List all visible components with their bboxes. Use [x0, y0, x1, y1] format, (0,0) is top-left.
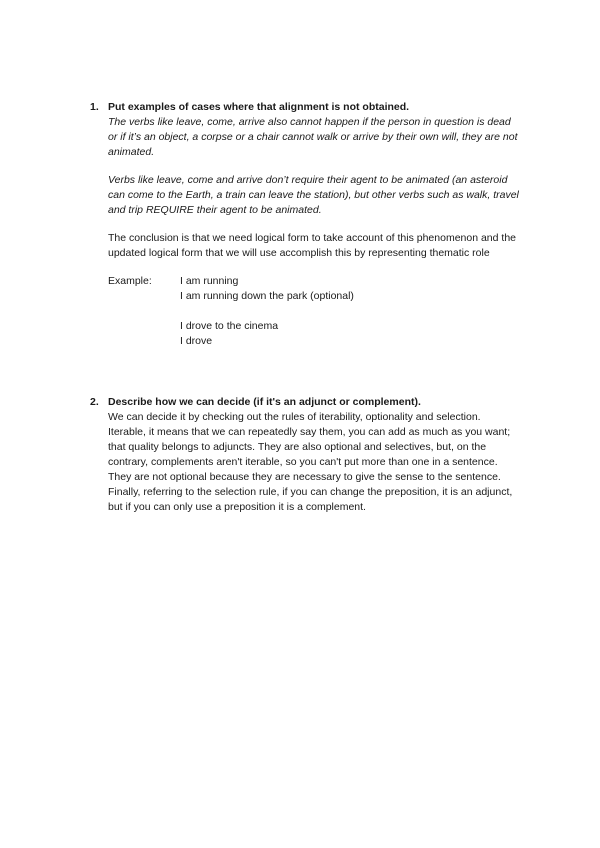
- example-line: I drove: [180, 335, 213, 347]
- question-2-number: 2.: [90, 396, 99, 408]
- example-line: I drove to the cinema: [180, 320, 279, 332]
- question-1-italic-paragraph-2: Verbs like leave, come and arrive don’t require their agent to be animated (an asteroid can come to the Earth, a train can leave the station), but other verbs such as walk, travel and trip REQUIRE their agent to be animated.: [108, 174, 519, 216]
- example-line: I am running down the park (optional): [180, 290, 354, 302]
- question-2-text: We can decide it by checking out the rules of iterability, optionality and selection. Iterable, it means that we can repeatedly say them, you can add as much as you want; that quality belongs to adjuncts. They are also optional and selectives, but, on the contrary, complements aren't iterable, so you can't put more than one in a sentence. They are not optional because they are necessary to give the sense to the sentence. Finally, referring to the selection rule, if you can change the preposition, it is an adjunct, but if you can only use a preposition it is a complement.: [108, 411, 513, 513]
- example-line: [180, 304, 354, 319]
- example-line: I am running: [180, 275, 239, 287]
- question-2-heading: Describe how we can decide (if it's an adjunct or complement).: [108, 396, 421, 408]
- question-1-number: 1.: [90, 101, 99, 113]
- question-1-heading: Put examples of cases where that alignment is not obtained.: [108, 101, 410, 113]
- question-2: [90, 395, 520, 515]
- example-label: Example:: [108, 275, 152, 287]
- question-1-italic-paragraph-1: The verbs like leave, come, arrive also cannot happen if the person in question is dead or if it’s an object, a corpse or a chair cannot walk or arrive by their own will, they are not animated.: [108, 116, 518, 158]
- question-1-conclusion: The conclusion is that we need logical form to take account of this phenomenon and the updated logical form that we will use accomplish this by representing thematic role: [108, 232, 517, 259]
- question-1: [90, 100, 520, 349]
- example-block: [108, 274, 520, 349]
